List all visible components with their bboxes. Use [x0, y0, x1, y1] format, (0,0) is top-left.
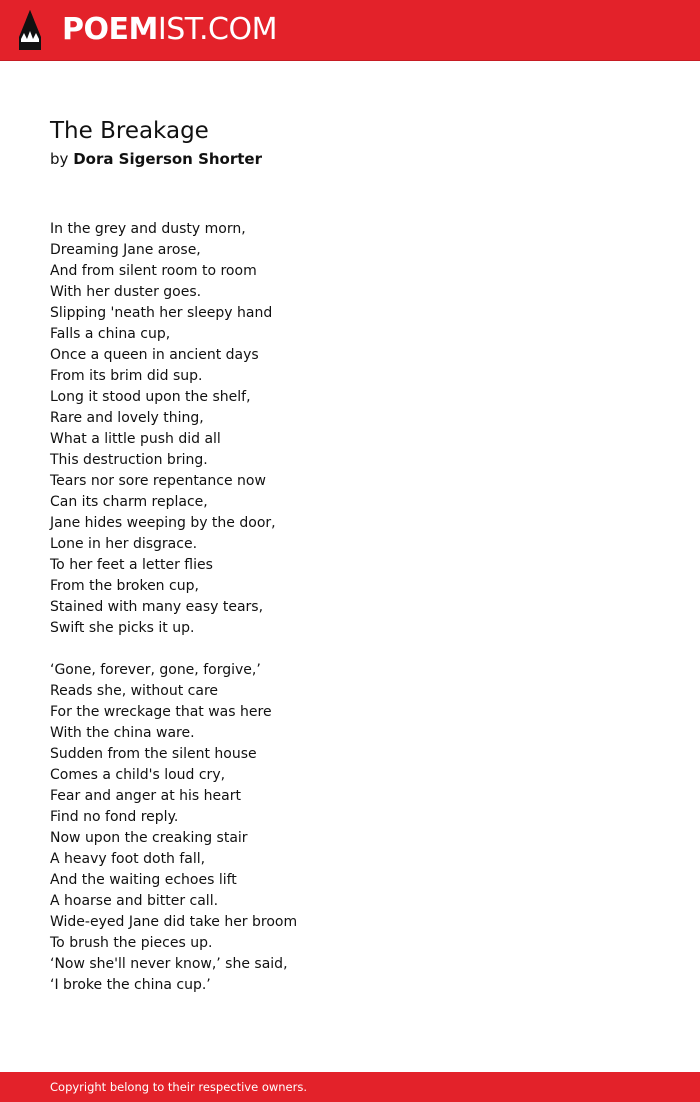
poem-line: A hoarse and bitter call. [50, 893, 219, 909]
poem-line: Dreaming Jane arose, [50, 242, 201, 258]
poem-line: Reads she, without care [50, 683, 219, 699]
poem-line: And from silent room to room [50, 263, 257, 279]
poem-line: Swift she picks it up. [50, 620, 195, 636]
poem-title: The Breakage [50, 118, 209, 144]
poem-line: Now upon the creaking stair [50, 830, 248, 846]
site-logo[interactable] [62, 12, 277, 48]
pencil-tip-icon [17, 9, 43, 51]
poem-line: Wide-eyed Jane did take her broom [50, 914, 298, 930]
logo-bold-text: POEM [62, 12, 158, 47]
poem-line: Falls a china cup, [50, 326, 171, 342]
poem-line: ‘I broke the china cup.’ [50, 977, 211, 993]
poem-line: With her duster goes. [50, 284, 202, 300]
poem-line: This destruction bring. [50, 452, 208, 468]
byline [50, 148, 262, 170]
poem-line: In the grey and dusty morn, [50, 221, 246, 237]
poem-line: For the wreckage that was here [50, 704, 272, 720]
site-header [0, 0, 700, 61]
poem-line: Find no fond reply. [50, 809, 179, 825]
site-footer [0, 1072, 700, 1102]
poem-line: Lone in her disgrace. [50, 536, 198, 552]
poem-line: To her feet a letter flies [50, 557, 213, 573]
poem-line: ‘Now she'll never know,’ she said, [50, 956, 288, 972]
poem-line: Can its charm replace, [50, 494, 208, 510]
poem-line: Long it stood upon the shelf, [50, 389, 251, 405]
poem-line: Once a queen in ancient days [50, 347, 259, 363]
poem-line: From the broken cup, [50, 578, 199, 594]
poem-stanza [50, 660, 650, 996]
poem-line: Jane hides weeping by the door, [50, 515, 276, 531]
poem-stanza [50, 219, 650, 639]
poem-body [50, 219, 650, 1017]
poem-line: And the waiting echoes lift [50, 872, 237, 888]
poem-line: Slipping 'neath her sleepy hand [50, 305, 273, 321]
poem-line: Rare and lovely thing, [50, 410, 204, 426]
by-label: by [50, 150, 69, 168]
poem-line: Stained with many easy tears, [50, 599, 264, 615]
poem-line: Sudden from the silent house [50, 746, 257, 762]
poem-line: What a little push did all [50, 431, 221, 447]
poem-line: From its brim did sup. [50, 368, 203, 384]
logo-light-text: IST.COM [157, 12, 277, 47]
poem-line: Tears nor sore repentance now [50, 473, 266, 489]
poem-line: With the china ware. [50, 725, 195, 741]
poem-line: Comes a child's loud cry, [50, 767, 226, 783]
poem-line: ‘Gone, forever, gone, forgive,’ [50, 662, 261, 678]
poem-line: To brush the pieces up. [50, 935, 213, 951]
poem-line: Fear and anger at his heart [50, 788, 241, 804]
poem-line: A heavy foot doth fall, [50, 851, 206, 867]
author-name: Dora Sigerson Shorter [73, 150, 262, 168]
copyright-text: Copyright belong to their respective owners. [50, 1080, 308, 1094]
